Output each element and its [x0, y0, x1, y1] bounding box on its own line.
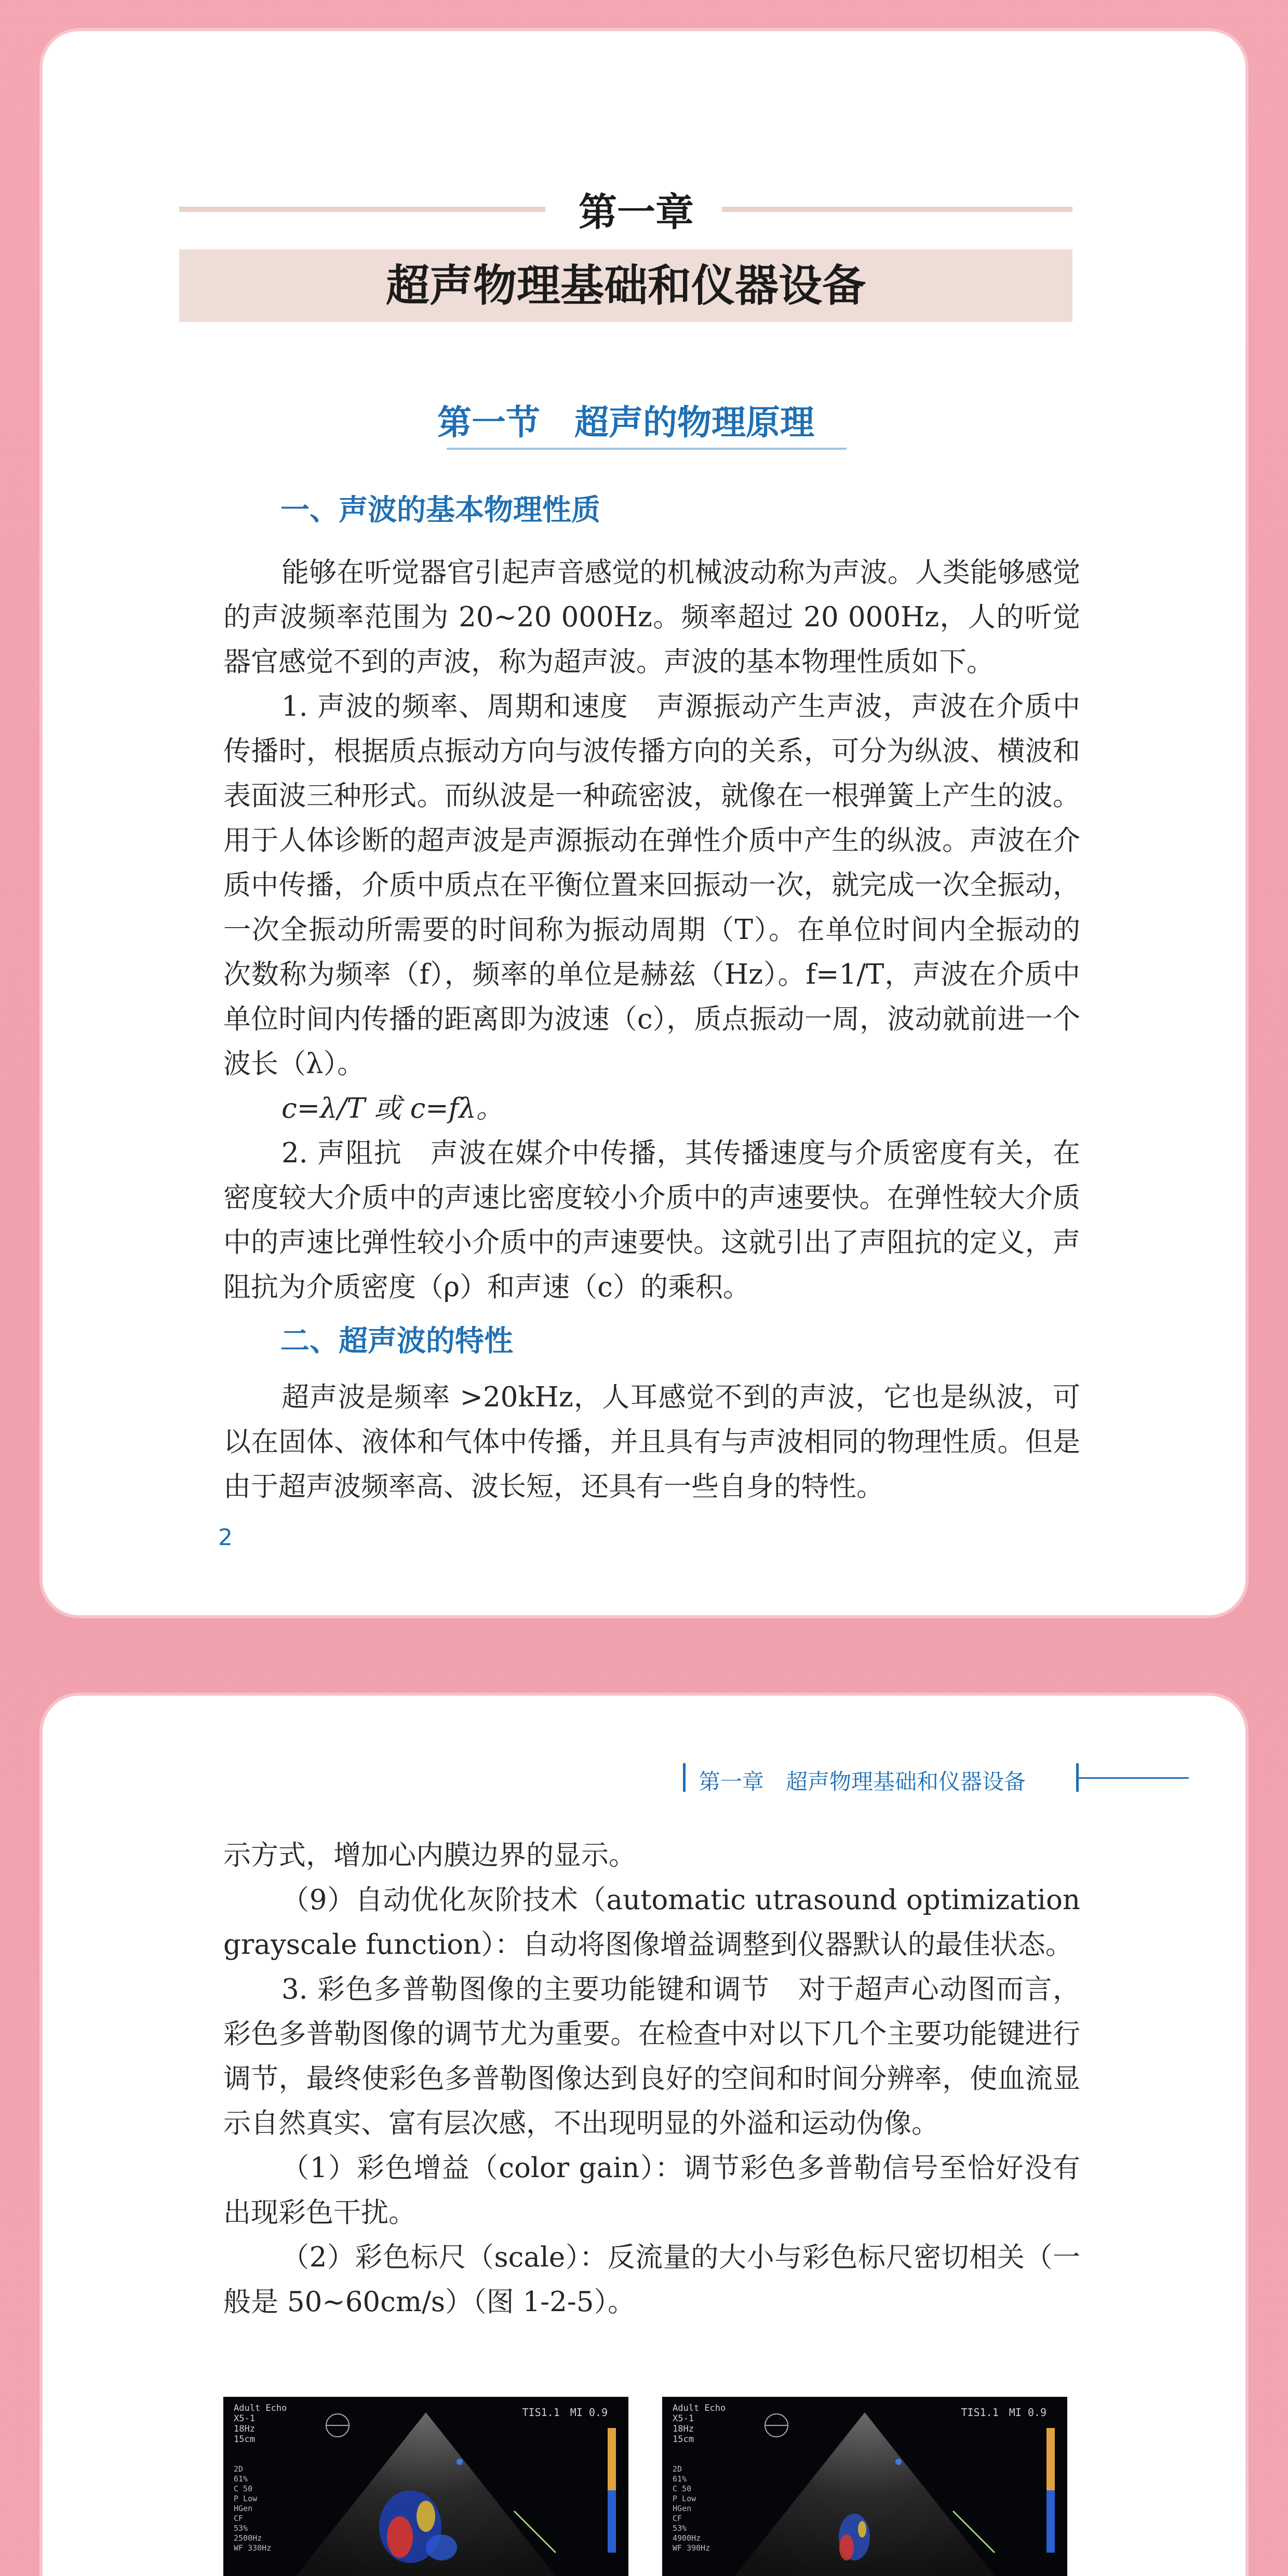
page-number: 2 — [218, 1524, 233, 1551]
echo-parameters: 2D 61% C 50 P Low HGen CF 53% 2500Hz WF 330Hz — [234, 2464, 272, 2553]
echo-header-info: Adult Echo X5-1 18Hz 15cm — [234, 2403, 287, 2445]
subheading-ultrasound-characteristics: 二、超声波的特性 — [280, 1324, 513, 1358]
paragraph: （9）自动优化灰阶技术（automatic utrasound optimization grayscale function）：自动将图像增益调整到仪器默认的最佳状态。 — [223, 1884, 1080, 1961]
paragraph: 1. 声波的频率、周期和速度 声源振动产生声波，声波在介质中传播时，根据质点振动方向与波传播方向的关系，可分为纵波、横波和表面波三种形式。而纵波是一种疏密波，就像在一根弹簧上产生的波。用于人体诊断的超声波是声源振动在弹性介质中产生的纵波。声波在介质中传播，介质中质点在平衡位置来回振动一次，就完成一次全振动，一次全振动所需要的时间称为振动周期（T）。在单位时间内全振动的次数称为频率（f），频率的单位是赫兹（Hz）。f=1/T，声波在介质中单位时间内传播的距离即为波速（c），质点振动一周，波动就前进一个波长（λ）。 — [223, 691, 1080, 1080]
running-header-rule — [1079, 1777, 1189, 1779]
body-text-section1 — [223, 551, 1080, 1310]
body-text-page2 — [223, 1833, 1080, 2325]
echo-ti-mi: TIS1.1 MI 0.9 — [522, 2406, 608, 2419]
section-underline — [447, 448, 847, 450]
paragraph: 示方式，增加心内膜边界的显示。 — [223, 1840, 636, 1871]
chapter-rule-left — [179, 207, 545, 212]
formula-paragraph: c=λ/T 或 c=fλ。 — [281, 1093, 504, 1124]
echocardiogram-image-1 — [223, 2397, 628, 2576]
echo-ti-mi: TIS1.1 MI 0.9 — [961, 2406, 1046, 2419]
chapter-label: 第一章 — [579, 190, 694, 235]
subheading-sound-wave-properties: 一、声波的基本物理性质 — [280, 493, 600, 527]
paragraph: 能够在听觉器官引起声音感觉的机械波动称为声波。人类能够感觉的声波频率范围为 20~20 000Hz。频率超过 20 000Hz，人的听觉器官感觉不到的声波，称为超声波。声波的基本物理性质如下。 — [223, 557, 1080, 678]
chapter-title: 超声物理基础和仪器设备 — [385, 260, 866, 311]
running-header: 第一章 超声物理基础和仪器设备 — [699, 1769, 1026, 1794]
running-header-bar-left — [683, 1763, 686, 1792]
echo-parameters: 2D 61% C 50 P Low HGen CF 53% 4900Hz WF 390Hz — [673, 2464, 710, 2553]
echocardiogram-image-2 — [662, 2397, 1067, 2576]
paragraph: （2）彩色标尺（scale）：反流量的大小与彩色标尺密切相关（一般是 50~60cm/s）（图 1-2-5）。 — [223, 2242, 1080, 2318]
paragraph: 3. 彩色多普勒图像的主要功能键和调节 对于超声心动图而言，彩色多普勒图像的调节尤为重要。在检查中对以下几个主要功能键进行调节，最终使彩色多普勒图像达到良好的空间和时间分辨率，使血流显示自然真实、富有层次感，不出现明显的外溢和运动伪像。 — [223, 1974, 1080, 2139]
body-text-section2 — [223, 1375, 1080, 1509]
chapter-rule-right — [722, 207, 1072, 212]
paragraph: 2. 声阻抗 声波在媒介中传播，其传播速度与介质密度有关，在密度较大介质中的声速比密度较小介质中的声速要快。在弹性较大介质中的声速比弹性较小介质中的声速要快。这就引出了声阻抗的定义，声阻抗为介质密度（ρ）和声速（c）的乘积。 — [223, 1137, 1080, 1303]
echo-header-info: Adult Echo X5-1 18Hz 15cm — [673, 2403, 726, 2445]
paragraph: （1）彩色增益（color gain）：调节彩色多普勒信号至恰好没有出现彩色干扰。 — [223, 2152, 1080, 2229]
paragraph: 超声波是频率 >20kHz，人耳感觉不到的声波，它也是纵波，可以在固体、液体和气体中传播，并且具有与声波相同的物理性质。但是由于超声波频率高、波长短，还具有一些自身的特性。 — [223, 1381, 1080, 1502]
section-title: 第一节 超声的物理原理 — [437, 403, 814, 442]
